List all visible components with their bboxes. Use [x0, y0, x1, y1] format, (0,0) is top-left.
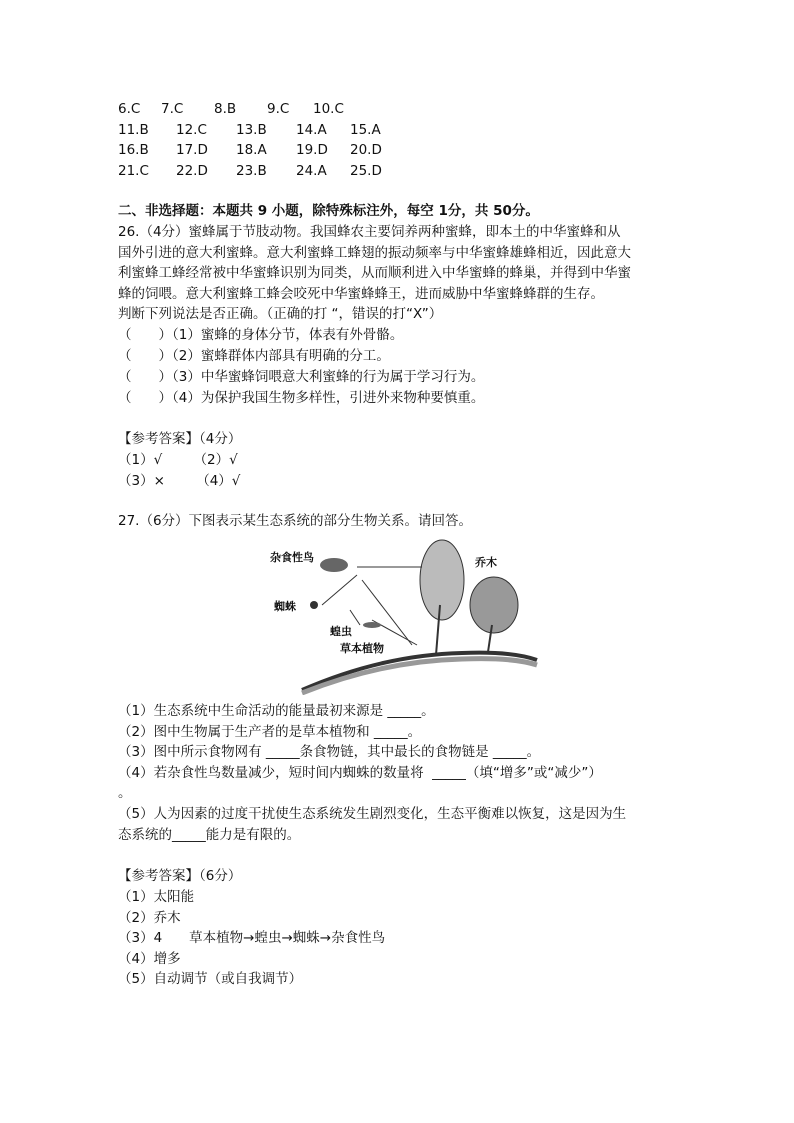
question-text: 判断下列说法是否正确。（正确的打 “，错误的打“X”）: [118, 306, 443, 323]
answer-row: [118, 99, 363, 119]
question-item: （2）图中生物属于生产者的是草本植物和 _____。: [118, 723, 422, 740]
choice-answer: 19.D: [296, 142, 328, 159]
label-bird: 杂食性鸟: [270, 551, 314, 564]
answer-row: [118, 120, 400, 140]
answer-row: [118, 140, 400, 160]
answer-line: （1）√ （2）√: [118, 452, 238, 468]
answer-header: 【参考答案】（6分）: [118, 868, 242, 884]
answer-line: （4）增多: [118, 950, 181, 967]
choice-answer: 15.A: [350, 121, 381, 138]
choice-answer: 9.C: [267, 101, 290, 117]
answer-line: （5）自动调节（或自我调节）: [118, 971, 303, 988]
choice-answer: 11.B: [118, 121, 149, 138]
label-tree: 乔木: [475, 556, 497, 569]
answer-row: [118, 161, 400, 181]
question-text: 蜂的饲喂。意大利蜜蜂工蜂会咬死中华蜜蜂蜂王，进而威胁中华蜜蜂蜂群的生存。: [118, 285, 604, 302]
question-item: 。: [118, 785, 132, 802]
choice-answer: 21.C: [118, 162, 149, 179]
choice-answer: 6.C: [118, 101, 141, 117]
answer-line: （2）乔木: [118, 909, 181, 926]
question-item: 态系统的_____能力是有限的。: [118, 826, 301, 843]
answer-line: （3）4 草本植物→蝗虫→蜘蛛→杂食性鸟: [118, 930, 386, 947]
judgment-item: （ ）（1）蜜蜂的身体分节，体表有外骨骼。: [118, 327, 404, 343]
choice-answer: 17.D: [176, 142, 208, 159]
question-text: 利蜜蜂工蜂经常被中华蜜蜂识别为同类，从而顺利进入中华蜜蜂的蜂巢，并得到中华蜜: [118, 265, 631, 282]
choice-answer: 25.D: [350, 162, 382, 179]
judgment-item: （ ）（4）为保护我国生物多样性，引进外来物种要慎重。: [118, 389, 485, 406]
question-item: （1）生态系统中生命活动的能量最初来源是 _____。: [118, 703, 435, 719]
question-item: （4）若杂食性鸟数量减少，短时间内蜘蛛的数量将 _____（填“增多”或“减少”）: [118, 764, 602, 781]
choice-answer: 8.B: [214, 101, 237, 117]
question-item: （5）人为因素的过度干扰使生态系统发生剧烈变化，生态平衡难以恢复，这是因为生: [118, 806, 627, 822]
answer-line: （1）太阳能: [118, 889, 195, 905]
question-text: 26.（4分）蜜蜂属于节肢动物。我国蜂农主要饲养两种蜜蜂，即本土的中华蜜蜂和从: [118, 224, 621, 240]
choice-answer: 7.C: [161, 101, 184, 117]
question-text: 国外引进的意大利蜜蜂。意大利蜜蜂工蜂翅的振动频率与中华蜜蜂雄蜂相近，因此意大: [118, 244, 631, 261]
choice-answer: 12.C: [176, 121, 207, 138]
answer-line: （3）× （4）√: [118, 472, 241, 489]
choice-answer: 13.B: [236, 121, 267, 138]
judgment-item: （ ）（2）蜜蜂群体内部具有明确的分工。: [118, 347, 390, 364]
choice-answer: 14.A: [296, 121, 327, 138]
choice-answer: 24.A: [296, 162, 327, 179]
question-item: （3）图中所示食物网有 _____条食物链，其中最长的食物链是 _____。: [118, 744, 541, 761]
choice-answer: 18.A: [236, 142, 267, 159]
choice-answer: 16.B: [118, 142, 149, 159]
section-heading: 二、非选择题：本题共 9 小题，除特殊标注外，每空 1分，共 50分。: [118, 203, 539, 219]
choice-answer: 10.C: [313, 101, 344, 117]
question-27-intro: 27.（6分）下图表示某生态系统的部分生物关系。请回答。: [118, 513, 473, 529]
choice-answer: 22.D: [176, 162, 208, 179]
answer-header: 【参考答案】（4分）: [118, 431, 242, 447]
label-grass: 草本植物: [340, 642, 384, 655]
label-locust: 蝗虫: [330, 625, 352, 638]
choice-answer: 20.D: [350, 142, 382, 159]
judgment-item: （ ）（3）中华蜜蜂饲喂意大利蜜蜂的行为属于学习行为。: [118, 368, 485, 385]
choice-answer: 23.B: [236, 162, 267, 179]
ecosystem-figure: [262, 535, 542, 695]
label-spider: 蜘蛛: [274, 600, 296, 613]
